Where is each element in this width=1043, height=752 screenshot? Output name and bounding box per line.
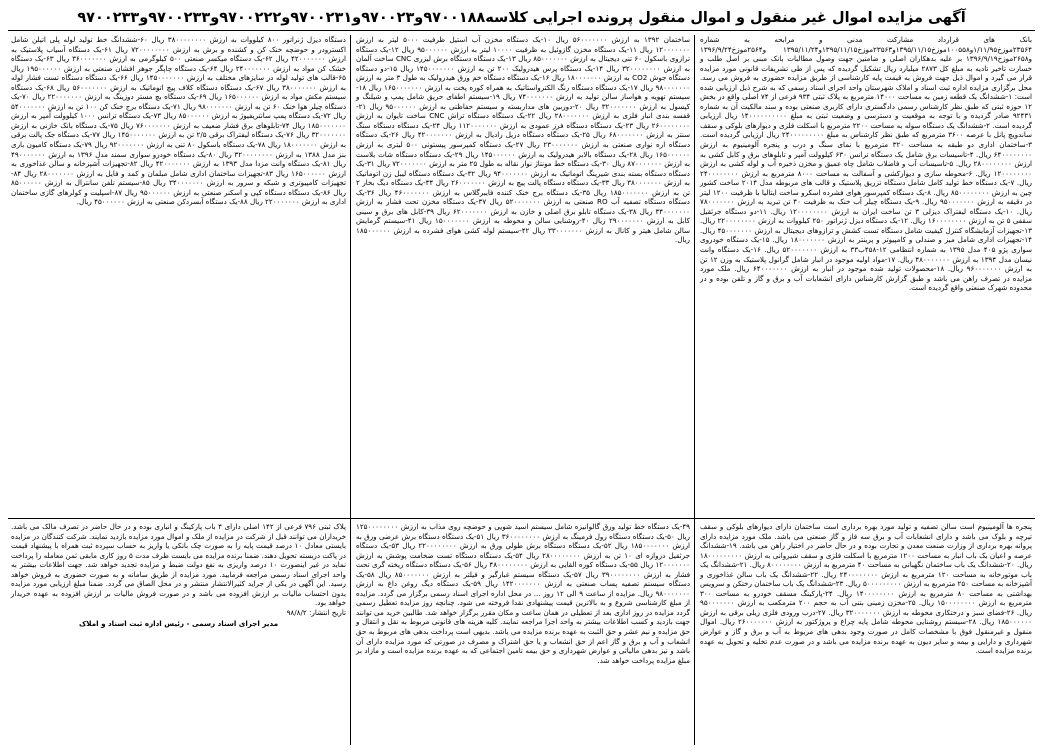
column-left-bottom <box>8 522 349 744</box>
column-middle-top: ساختمان ۱۳۹۲ به ارزش ۵۶۰۰۰۰۰۰۰ ریال ۱۰-یک دستگاه مخزن آب استیل ظرفیت ۵۰۰۰ لیتر به ارزش ۱۲۰۰۰۰۰۰۰ ریال ۱۱-یک دستگاه مخزن گازوئیل به ظرفیت ۱۰۰۰۰ لیتر به ارزش ۹۵۰۰۰۰۰۰ ریال ۱۲-یک دستگاه ترازوی باسکول ۶۰ تنی دیجیتال به ارزش ۸۵۰۰۰۰۰۰۰ ریال ۱۳-یک دستگاه دستگاه برش لیزری CNC ساخت آلمان به ارزش ۳۲۰۰۰۰۰۰۰۰ ریال ۱۴-یک دستگاه پرس هیدرولیک ۲۰۰ تن به ارزش ۱۴۵۰۰۰۰۰۰۰ ریال ۱۵-دو دستگاه دستگاه جوش CO2 به ارزش ۱۸۰۰۰۰۰۰۰ ریال ۱۶-یک دستگاه دستگاه خم ورق هیدرولیک به طول ۳ متر به ارزش ۹۸۰۰۰۰۰۰۰ ریال ۱۷-یک دستگاه دستگاه رنگ الکترواستاتیک به همراه کوره پخت به ارزش ۱۶۵۰۰۰۰۰۰۰ ریال ۱۸-سیستم تهویه و هواساز سالن تولید به ارزش ۷۴۰۰۰۰۰۰۰ ریال ۱۹-سیستم اطفای حریق شامل پمپ و شیلنگ و کپسول به ارزش ۳۲۰۰۰۰۰۰۰ ریال ۲۰-دوربین های مداربسته و سیستم حفاظتی به ارزش ۹۵۰۰۰۰۰۰ ریال ۲۱-قفسه بندی انبار فلزی به ارزش ۲۸۰۰۰۰۰۰۰ ریال ۲۲-یک دستگاه دستگاه تراش CNC ساخت تایوان به ارزش ۲۶۰۰۰۰۰۰۰۰ ریال ۲۳-یک دستگاه دستگاه فرز عمودی به ارزش ۱۱۲۰۰۰۰۰۰۰ ریال ۲۴-یک دستگاه دستگاه سنگ سنتر به ارزش ۶۸۰۰۰۰۰۰۰ ریال ۲۵-یک دستگاه دستگاه دریل رادیال به ارزش ۴۲۰۰۰۰۰۰۰ ریال ۲۶-یک دستگاه دستگاه اره نواری صنعتی به ارزش ۲۳۰۰۰۰۰۰۰ ریال ۲۷-یک دستگاه کمپرسور پیستونی ۵۰۰ لیتری به ارزش ۱۶۵۰۰۰۰۰۰ ریال ۲۸-یک دستگاه بالابر هیدرولیک به ارزش ۱۴۵۰۰۰۰۰۰ ریال ۲۹-یک دستگاه دستگاه شات بلاست به ارزش ۸۷۰۰۰۰۰۰۰ ریال ۳۰-یک دستگاه خط مونتاژ نوار نقاله به طول ۲۵ متر به ارزش ۷۲۰۰۰۰۰۰۰ ریال ۳۱-یک دستگاه دستگاه بسته بندی شیرینگ اتوماتیک به ارزش ۹۴۰۰۰۰۰۰۰ ریال ۳۲-یک دستگاه دستگاه لیبل زن اتوماتیک به ارزش ۳۸۰۰۰۰۰۰۰ ریال ۳۳-یک دستگاه دستگاه پالت پیچ به ارزش ۲۶۰۰۰۰۰۰۰ ریال ۳۴-یک دستگاه دیگ بخار ۲ تن به ارزش ۱۸۵۰۰۰۰۰۰۰ ریال ۳۵-یک دستگاه برج خنک کننده فایبرگلاس به ارزش ۴۶۰۰۰۰۰۰۰ ریال ۳۶-یک دستگاه دستگاه تصفیه آب RO صنعتی به ارزش ۵۲۰۰۰۰۰۰۰ ریال ۳۷-یک دستگاه مخزن تحت فشار به ارزش ۳۴۰۰۰۰۰۰۰ ریال ۳۸-یک دستگاه تابلو برق اصلی و خازن به ارزش ۶۲۰۰۰۰۰۰۰ ریال ۳۹-کابل های برق و سینی کابل به ارزش ۲۹۰۰۰۰۰۰۰ ریال ۴۰-روشنایی سالن و محوطه به ارزش ۱۵۰۰۰۰۰۰۰ ریال ۴۱-سیستم گرمایش سالن شامل هیتر و کانال به ارزش ۳۳۰۰۰۰۰۰۰ ریال ۴۲-سیستم لوله کشی هوای فشرده به ارزش ۱۸۵۰۰۰۰۰۰ ریال. <box>356 35 691 245</box>
column-divider-right <box>694 35 695 745</box>
section-divider <box>8 518 1035 519</box>
signature-line: مدیر اجرای اسناد رسمی - رئیس اداره ثبت اسناد و املاک <box>78 619 278 629</box>
notice-body <box>8 35 1035 745</box>
column-left-top: دستگاه دیزل ژنراتور ۸۰۰ کیلووات به ارزش ۳۸۰۰۰۰۰۰۰۰ ریال ۶۰-ششدانگ خط تولید لوله پلی اتیلن شامل اکسترودر و حوضچه خنک کن و کشنده و برش به ارزش ۷۲۰۰۰۰۰۰۰۰ ریال ۶۱-یک دستگاه آسیاب پلاستیک به ارزش ۴۲۰۰۰۰۰۰۰ ریال ۶۲-یک دستگاه میکسر صنعتی ۵۰۰ کیلوگرمی به ارزش ۳۶۰۰۰۰۰۰۰ ریال ۶۳-یک دستگاه خشک کن مواد به ارزش ۲۴۰۰۰۰۰۰۰ ریال ۶۴-یک دستگاه چاپگر جوهر افشان صنعتی به ارزش ۱۹۵۰۰۰۰۰۰ ریال ۶۵-قالب های تولید لوله در سایزهای مختلف به ارزش ۱۴۵۰۰۰۰۰۰۰ ریال ۶۶-یک دستگاه دستگاه تست فشار لوله به ارزش ۳۸۰۰۰۰۰۰۰ ریال ۶۷-یک دستگاه دستگاه کلاف پیچ اتوماتیک به ارزش ۵۶۰۰۰۰۰۰۰ ریال ۶۸-یک دستگاه سیستم مکش مواد به ارزش ۱۶۵۰۰۰۰۰۰ ریال ۶۹-یک دستگاه بچ مستر دوزینگ به ارزش ۲۲۰۰۰۰۰۰۰ ریال ۷۰-یک دستگاه چیلر هوا خنک ۶۰ تن به ارزش ۹۸۰۰۰۰۰۰۰ ریال ۷۱-یک دستگاه برج خنک کن ۱۰۰ تن به ارزش ۵۴۰۰۰۰۰۰۰ ریال ۷۲-یک دستگاه پمپ سانتریفیوژ به ارزش ۸۵۰۰۰۰۰۰ ریال ۷۳-یک دستگاه ترانس ۱۰۰۰ کیلوولت آمپر به ارزش ۱۸۵۰۰۰۰۰۰۰ ریال ۷۴-تابلوهای برق فشار ضعیف به ارزش ۷۶۰۰۰۰۰۰۰ ریال ۷۵-یک دستگاه بانک خازنی به ارزش ۳۲۰۰۰۰۰۰۰ ریال ۷۶-یک دستگاه لیفتراک برقی ۲/۵ تن به ارزش ۱۴۵۰۰۰۰۰۰۰ ریال ۷۷-یک دستگاه جک پالت برقی به ارزش ۱۸۰۰۰۰۰۰۰ ریال ۷۸-یک دستگاه باسکول ۸۰ تنی به ارزش ۹۲۰۰۰۰۰۰۰ ریال ۷۹-یک دستگاه کامیون باری بنز مدل ۱۳۸۸ به ارزش ۳۲۰۰۰۰۰۰۰۰ ریال ۸۰-یک دستگاه خودرو سواری سمند مدل ۱۳۹۶ به ارزش ۴۹۰۰۰۰۰۰۰ ریال ۸۱-یک دستگاه وانت مزدا مدل ۱۳۹۳ به ارزش ۴۲۰۰۰۰۰۰۰ ریال ۸۲-تجهیزات آشپزخانه و سالن غذاخوری به ارزش ۱۶۵۰۰۰۰۰۰ ریال ۸۳-تجهیزات ساختمان اداری شامل مبلمان و کمد و فایل به ارزش ۲۸۰۰۰۰۰۰۰ ریال ۸۴-تجهیزات کامپیوتری و شبکه و سرور به ارزش ۳۴۰۰۰۰۰۰۰ ریال ۸۵-سیستم تلفن سانترال به ارزش ۸۵۰۰۰۰۰۰ ریال ۸۶-یک دستگاه دستگاه کپی و اسکنر صنعتی به ارزش ۹۵۰۰۰۰۰۰ ریال ۸۷-اسپلیت و کولرهای گازی ساختمان اداری به ارزش ۲۲۰۰۰۰۰۰۰ ریال ۸۸-یک دستگاه آبسردکن صنعتی به ارزش ۴۵۰۰۰۰۰۰ ریال. <box>11 35 347 207</box>
left-bottom-text: پلاک ثبتی ۷۹۶ فرعی از ۱۴۲ اصلی دارای ۴ باب پارکینگ و انباری بوده و در حال حاضر در تصرف مالک می باشد. خریداران می توانند قبل از شرکت در مزایده از ملک و اموال مورد مزایده بازدید نمایند. شرکت کنندگان در مزایده بایستی معادل ۱۰ درصد قیمت پایه را به صورت چک بانکی یا واریز به حساب سپرده ثبت همراه با پیشنهاد قیمت در پاکت دربسته تحویل دهند. ضمنا برنده مزایده می بایست ظرف مدت ۵ روز کاری مابقی ثمن معامله را پرداخت نماید در غیر اینصورت ۱۰ درصد واریزی به نفع دولت ضبط و مزایده تجدید خواهد شد. جهت اطلاعات بیشتر به واحد اجرای اسناد رسمی مراجعه فرمایید. مورد مزایده از طریق سامانه و به صورت حضوری به فروش خواهد رسید. این آگهی در یکی از جراید کثیرالانتشار منتشر و در محل الصاق می گردد. ضمنا مبلغ ارزیابی مورد مزایده بدون احتساب مالیات بر ارزش افزوده می باشد و در صورت فروش مالیات بر ارزش افزوده به عهده خریدار خواهد بود. <box>11 522 346 608</box>
column-middle-bottom: ۴۹-یک دستگاه خط تولید ورق گالوانیزه شامل سیستم اسید شویی و حوضچه روی مذاب به ارزش ۱۲۵۰۰۰۰۰۰۰۰ ریال ۵۰-یک دستگاه دستگاه رول فرمینگ به ارزش ۳۶۰۰۰۰۰۰۰۰ ریال ۵۱-یک دستگاه دستگاه برش عرضی ورق به ارزش ۱۸۵۰۰۰۰۰۰۰ ریال ۵۲-یک دستگاه دستگاه برش طولی ورق به ارزش ۲۲۰۰۰۰۰۰۰۰ ریال ۵۳-یک دستگاه جرثقیل دروازه ای ۱۰ تن به ارزش ۲۸۰۰۰۰۰۰۰۰ ریال ۵۴-یک دستگاه دستگاه تست ضخامت پوشش به ارزش ۱۲۰۰۰۰۰۰۰ ریال ۵۵-یک دستگاه کوره القایی به ارزش ۴۸۰۰۰۰۰۰۰۰ ریال ۵۶-یک دستگاه دستگاه ریخته گری تحت فشار به ارزش ۳۹۰۰۰۰۰۰۰۰ ریال ۵۷-یک دستگاه سیستم غبارگیر و فیلتر به ارزش ۸۵۰۰۰۰۰۰۰ ریال ۵۸-یک دستگاه سیستم تصفیه پساب صنعتی به ارزش ۱۴۲۰۰۰۰۰۰۰ ریال ۵۹-یک دستگاه دیگ روغن داغ به ارزش ۹۸۰۰۰۰۰۰۰ ریال. مزایده از ساعت ۹ الی ۱۲ روز ... در محل اداره اجرای اسناد رسمی برگزار می گردد. مزایده از مبلغ کارشناسی شروع و به بالاترین قیمت پیشنهادی نقدا فروخته می شود. چنانچه روز مزایده تعطیل رسمی گردد مزایده در روز اداری بعد از تعطیلی در همان ساعت و مکان مقرر برگزار خواهد شد. طالبین خرید می توانند جهت بازدید و کسب اطلاعات بیشتر به واحد اجرا مراجعه نمایند. کلیه هزینه های قانونی مربوط به نقل و انتقال و حق مزایده و نیم عشر و حق الثبت به عهده برنده مزایده می باشد. بدیهی است پرداخت بدهی های مربوط به حق انشعاب و آب و برق و گاز اعم از حق انشعاب و یا حق اشتراک و مصرف در صورتی که مورد مزایده دارای آن باشد و نیز بدهی مالیاتی و عوارض شهرداری و حق بیمه تامین اجتماعی که به عهده برنده مزایده است و مازاد بر مبلغ مزایده پرداخت خواهد شد. <box>356 522 691 665</box>
column-divider-left <box>350 35 351 745</box>
publication-date: تاریخ انتشار: ۹۸/۸/۲ <box>286 607 346 617</box>
column-right-top: بانک های قرارداد مشارکت مدنی و مرابحه به شماره ۲۳۵۶۴موزخ۱/۱۱/۹۵و۱۰۰۵۵۸موزخ۱۳۹۵/۱۱/۱۵و۲۳۵۶۳موزخ۱۳۹۵/۱۱/۱۵و۱۳۹۵/۱۱/۲۴ و۲۵۶۴موزخ۱۳۹۶/۹/۲۴ و۲۶۵۸موزخ۱۳۹۶/۹/۱۹ بر علیه بدهکاران اصلی و ضامنین جهت وصول مطالبات بانک مبنی بر اصل طلب و خسارت تاخیر تادیه به مبلغ کل ۲۸۷۳ میلیارد ریال تشکیل گردیده که پس از طی تشریفات قانونی مورد مزایده قرار می گیرد و اموال ذیل جهت فروش به قیمت پایه کارشناسی از طریق مزایده حضوری به فروش می رسد. محل برگزاری مزایده اداره ثبت اسناد و املاک شهرستان واحد اجرای اسناد رسمی که به شرح ذیل ارزیابی شده است: ۱-ششدانگ یک قطعه زمین به مساحت ۱۴۰۰۰ مترمربع به پلاک ثبتی ۹۳۴ فرعی از ۷۴ اصلی واقع در بخش ۱۲ حوزه ثبتی که طبق نظر کارشناس رسمی دادگستری دارای کاربری صنعتی بوده و سند مالکیت آن به شماره ۹۲۴۳۱ صادر گردیده و با توجه به موقعیت و دسترسی و وضعیت ثبتی به مبلغ ۱۴۰۰۰۰۰۰۰۰۰۰ ریال ارزیابی گردیده است. ۲-ششدانگ یک دستگاه سوله به مساحت ۲۲۰۰ مترمربع با اسکلت فلزی و دیوارهای بلوکی و سقف ساندویچ پانل با عرصه ۳۶۰۰ مترمربع که طبق نظر کارشناس به مبلغ ۲۴۰۰۰۰۰۰۰۰۰ ریال ارزیابی گردیده است. ۳-ساختمان اداری دو طبقه به مساحت ۳۲۰ مترمربع با نمای سنگ و درب و پنجره آلومینیوم به ارزش ۶۴۰۰۰۰۰۰۰۰ ریال. ۴-تاسیسات برق شامل یک دستگاه ترانس ۶۳۰ کیلوولت آمپر و تابلوهای برق و کابل کشی به ارزش ۲۸۰۰۰۰۰۰۰۰ ریال. ۵-تاسیسات آب و فاضلاب شامل چاه عمیق و مخزن ذخیره آب و لوله کشی به ارزش ۱۲۰۰۰۰۰۰۰۰ ریال. ۶-محوطه سازی و دیوارکشی و آسفالت به مساحت ۸۰۰۰ مترمربع به ارزش ۲۴۰۰۰۰۰۰۰۰ ریال. ۷-یک دستگاه خط تولید کامل شامل دستگاه تزریق پلاستیک و قالب های مربوطه مدل ۲۰۱۴ ساخت کشور چین به ارزش ۸۵۰۰۰۰۰۰۰۰ ریال. ۸-یک دستگاه کمپرسور هوای فشرده اسکرو ساخت ایتالیا با ظرفیت ۱۲۰۰ لیتر در دقیقه به ارزش ۹۵۰۰۰۰۰۰۰ ریال. ۹-یک دستگاه چیلر آب خنک به ظرفیت ۴۰ تن تبرید به ارزش ۷۸۰۰۰۰۰۰۰ ریال. ۱۰-یک دستگاه لیفتراک دیزلی ۳ تن ساخت ایران به ارزش ۱۲۰۰۰۰۰۰۰۰ ریال. ۱۱-دو دستگاه جرثقیل سقفی ۵ تن به ارزش ۱۶۰۰۰۰۰۰۰۰ ریال. ۱۲-یک دستگاه دیزل ژنراتور ۲۵۰ کیلووات به ارزش ۲۲۰۰۰۰۰۰۰۰ ریال. ۱۳-تجهیزات آزمایشگاه کنترل کیفیت شامل دستگاه تست کشش و ترازوهای دیجیتال به ارزش ۴۵۰۰۰۰۰۰۰ ریال. ۱۴-تجهیزات اداری شامل میز و صندلی و کامپیوتر و پرینتر به ارزش ۱۸۰۰۰۰۰۰۰ ریال. ۱۵-یک دستگاه خودروی سواری پژو ۴۰۵ مدل ۱۳۹۵ به شماره انتظامی ۱۲-۴۵۸ب۳۳ به ارزش ۵۲۰۰۰۰۰۰۰ ریال. ۱۶-یک دستگاه وانت نیسان مدل ۱۳۹۴ به ارزش ۴۸۰۰۰۰۰۰۰ ریال. ۱۷-مواد اولیه موجود در انبار شامل گرانول پلاستیک به وزن ۱۲ تن به ارزش ۹۶۰۰۰۰۰۰۰ ریال. ۱۸-محصولات تولید شده موجود در انبار به ارزش ۶۴۰۰۰۰۰۰۰ ریال. ملک مورد مزایده در تصرف راهن می باشد و طبق گزارش کارشناس دارای انشعابات آب و برق و گاز و تلفن بوده و در محدوده شهرک صنعتی واقع گردیده است. <box>700 35 1033 293</box>
notice-title: آگهی مزایده اموال غیر منقول و اموال منقول پرونده اجرایی کلاسه۹۷۰۰۱۸۸و۹۷۰۰۲۳و۹۷۰۰۲۳۱و۹۷۰۰۲۲۲و۹۷۰۰۲۳۳و۹۷۰۰۲۳۳ <box>8 6 1035 31</box>
column-right-bottom: پنجره ها آلومینیوم است سالن تصفیه و تولید مورد بهره برداری است ساختمان دارای دیوارهای بلوکی و سقف تیرچه و بلوک می باشد و دارای انشعابات آب و برق سه فاز و گاز صنعتی می باشد. ملک مورد مزایده دارای پروانه بهره برداری از وزارت صنعت معدن و تجارت بوده و در حال حاضر در اختیار راهن می باشد. ۱۹-ششدانگ عرصه و اعیان یک باب انبار به مساحت ۱۲۰۰ مترمربع با اسکلت فلزی و سقف شیروانی به ارزش ۱۸۰۰۰۰۰۰۰۰۰ ریال. ۲۰-ششدانگ یک باب ساختمان نگهبانی به مساحت ۴۰ مترمربع به ارزش ۸۰۰۰۰۰۰۰۰ ریال. ۲۱-ششدانگ یک باب موتورخانه به مساحت ۱۲۰ مترمربع به ارزش ۲۴۰۰۰۰۰۰۰۰ ریال. ۲۲-ششدانگ یک باب سالن غذاخوری و آشپزخانه به مساحت ۲۵۰ مترمربع به ارزش ۵۰۰۰۰۰۰۰۰۰ ریال. ۲۳-ششدانگ یک باب ساختمان رختکن و سرویس بهداشتی به مساحت ۸۰ مترمربع به ارزش ۱۴۰۰۰۰۰۰۰۰ ریال. ۲۴-پارکینگ مسقف خودرو به مساحت ۳۰۰ مترمربع به ارزش ۱۵۰۰۰۰۰۰۰۰ ریال. ۲۵-مخزن زمینی بتنی آب به حجم ۲۰۰ مترمکعب به ارزش ۹۵۰۰۰۰۰۰۰ ریال. ۲۶-فضای سبز و درختکاری محوطه به ارزش ۳۲۰۰۰۰۰۰۰ ریال. ۲۷-درب ورودی فلزی ریلی برقی به ارزش ۱۸۵۰۰۰۰۰۰ ریال. ۲۸-سیستم روشنایی محوطه شامل پایه چراغ و پروژکتور به ارزش ۲۶۰۰۰۰۰۰۰ ریال. اموال منقول و غیرمنقول فوق با مشخصات کامل در صورت وجود بدهی های مربوط به آب و برق و گاز و عوارض شهرداری و دارایی و بیمه و سایر دیون به عهده برنده مزایده می باشد و در صورت عدم تخلیه و تحویل به عهده برنده مزایده است. <box>700 522 1033 656</box>
